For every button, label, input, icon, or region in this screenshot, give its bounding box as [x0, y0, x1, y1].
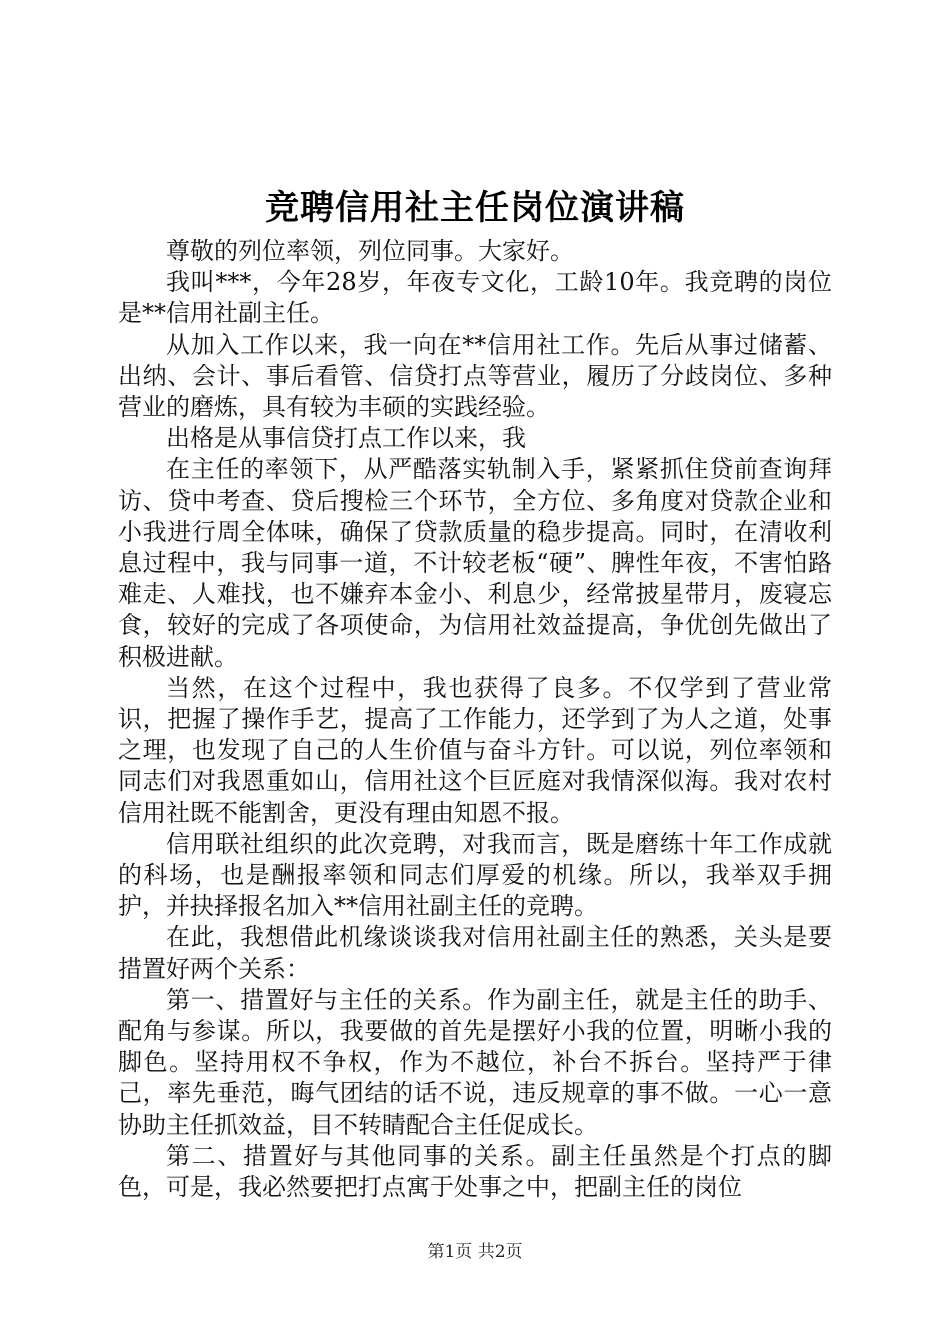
paragraph-competition: 信用联社组织的此次竞聘，对我而言，既是磨练十年工作成就的科场，也是酬报率领和同志们厚爱的机缘。所以，我举双手拥护，并抉择报名加入**信用社副主任的竞聘。	[118, 829, 832, 921]
paragraph-relation-director: 第一、措置好与主任的关系。作为副主任，就是主任的助手、配角与参谋。所以，我要做的首先是摆好小我的位置，明晰小我的脚色。坚持用权不争权，作为不越位，补台不拆台。坚持严于律己，率先垂范，晦气团结的话不说，违反规章的事不做。一心一意协助主任抓效益，目不转睛配合主任促成长。	[118, 985, 832, 1139]
page-footer: 第1页 共2页	[427, 1242, 523, 1262]
paragraph-greeting: 尊敬的列位率领，列位同事。大家好。	[166, 237, 574, 265]
document-title: 竞聘信用社主任岗位演讲稿	[265, 188, 685, 228]
paragraph-relation-colleagues: 第二、措置好与其他同事的关系。副主任虽然是个打点的脚色，可是，我必然要把打点寓于处事之中，把副主任的岗位	[118, 1141, 832, 1202]
document-body	[118, 236, 832, 1203]
paragraph-achievements: 在主任的率领下，从严酷落实轨制入手，紧紧抓住贷前查询拜访、贷中考查、贷后搜检三个环节，全方位、多角度对贷款企业和小我进行周全体味，确保了贷款质量的稳步提高。同时，在清收利息过程中，我与同事一道，不计较老板“硬”、脾性年夜，不害怕路难走、人难找，也不嫌弃本金小、利息少，经常披星带月，废寝忘食，较好的完成了各项使命，为信用社效益提高，争优创先做出了积极进献。	[118, 455, 832, 671]
paragraph-introduction: 我叫***，今年28岁，年夜专文化，工龄10年。我竞聘的岗位是**信用社副主任。	[118, 268, 832, 328]
paragraph-understanding: 在此，我想借此机缘谈谈我对信用社副主任的熟悉，关头是要措置好两个关系：	[118, 923, 832, 983]
paragraph-credit-work: 出格是从事信贷打点工作以来，我	[166, 424, 526, 453]
paragraph-experience: 从加入工作以来，我一向在**信用社工作。先后从事过储蓄、出纳、会计、事后看管、信贷打点等营业，履历了分歧岗位、多种营业的磨炼，具有较为丰硕的实践经验。	[118, 330, 832, 422]
paragraph-gains: 当然，在这个过程中，我也获得了良多。不仅学到了营业常识，把握了操作手艺，提高了工作能力，还学到了为人之道，处事之理，也发现了自己的人生价值与奋斗方针。可以说，列位率领和同志们对我恩重如山，信用社这个巨匠庭对我情深似海。我对农村信用社既不能割舍，更没有理由知恩不报。	[118, 673, 832, 827]
